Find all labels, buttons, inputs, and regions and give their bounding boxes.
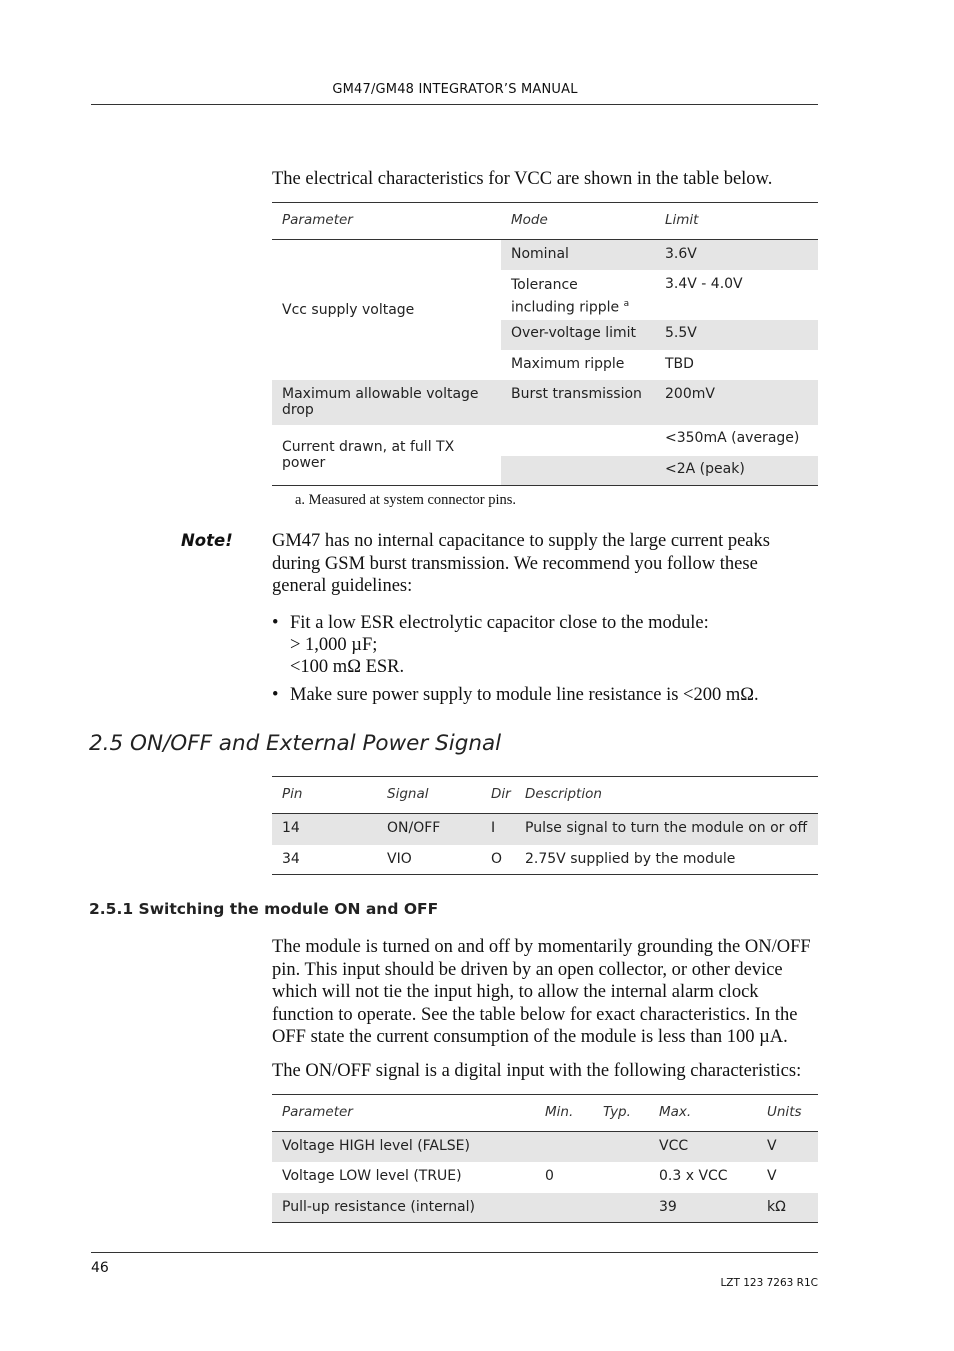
table-cell: kΩ — [767, 1198, 786, 1215]
list-item — [272, 684, 832, 706]
bullet-mark: • — [272, 685, 279, 705]
table-cell — [535, 1132, 593, 1162]
running-header — [0, 82, 954, 97]
header-rule — [91, 104, 818, 105]
table-footnote: a. Measured at system connector pins. — [295, 492, 517, 508]
note-text: GM47 has no internal capacitance to supply the large current peaks during GSM burst transmission. We recommend you follow these general guidelines: — [272, 531, 770, 596]
table-row — [272, 1132, 818, 1162]
table-cell: 200mV — [665, 385, 715, 402]
document-id: LZT 123 7263 R1C — [720, 1277, 818, 1289]
vcc-table — [272, 202, 818, 486]
table-cell: Maximum allowable voltage drop — [282, 385, 479, 418]
th-description: Description — [525, 786, 602, 802]
intro-paragraph: The electrical characteristics for VCC are shown in the table below. — [272, 169, 773, 189]
table-cell — [593, 1132, 649, 1162]
table-cell: Nominal — [501, 240, 655, 270]
footer-rule — [91, 1252, 818, 1253]
body-paragraph: The module is turned on and off by momentarily grounding the ON/OFF pin. This input should be driven by an open collector, or other device which will not tie the input high, to allow the internal alarm clock function to operate. See the table below for exact characteristics. In the OFF state the current consumption of the module is less than 100 µA. — [272, 937, 811, 1047]
th-parameter: Parameter — [282, 1104, 353, 1120]
table-cell: Over-voltage limit — [501, 320, 655, 350]
th-dir: Dir — [491, 786, 511, 802]
table-cell: Pull-up resistance (internal) — [282, 1198, 475, 1215]
table-row — [272, 380, 818, 425]
table-cell — [501, 425, 655, 456]
header-title: GM47/GM48 INTEGRATOR’S MANUAL — [332, 82, 578, 97]
table-cell — [593, 1162, 649, 1193]
page-number: 46 — [91, 1260, 109, 1276]
table-cell — [535, 1193, 593, 1223]
table-cell — [501, 270, 655, 320]
mode-text: Tolerance — [511, 276, 578, 293]
vcc-th-limit: Limit — [665, 212, 699, 228]
table-cell: 2.75V supplied by the module — [525, 850, 736, 867]
table-cell — [593, 1193, 649, 1223]
vcc-th-mode: Mode — [511, 212, 548, 228]
mode-text: including ripple — [511, 299, 620, 316]
table-cell: <350mA (average) — [665, 429, 800, 446]
body-paragraph: The ON/OFF signal is a digital input with the following characteristics: — [272, 1061, 802, 1081]
th-min: Min. — [545, 1104, 574, 1120]
table-cell: 14 — [282, 820, 300, 836]
table-cell: I — [491, 820, 496, 836]
onoff-table-header — [272, 1095, 818, 1132]
section-heading: 2.5 ON/OFF and External Power Signal — [89, 731, 502, 756]
bullet-line: <100 mΩ ESR. — [290, 657, 405, 677]
bullet-line: > 1,000 µF; — [290, 635, 378, 655]
table-cell: V — [767, 1138, 777, 1154]
table-row — [272, 1193, 818, 1223]
note-label: Note! — [181, 531, 233, 550]
table-cell: <2A (peak) — [655, 456, 818, 486]
onoff-table — [272, 1094, 818, 1223]
table-row — [272, 1162, 818, 1193]
bullet-line: Make sure power supply to module line resistance is <200 mΩ. — [290, 685, 759, 705]
table-cell — [501, 456, 655, 486]
vcc-table-header — [272, 203, 818, 240]
pin-table — [272, 776, 818, 875]
table-row — [272, 425, 818, 456]
bullet-line: Fit a low ESR electrolytic capacitor close to the module: — [290, 613, 709, 633]
subsection-heading: 2.5.1 Switching the module ON and OFF — [89, 900, 439, 918]
table-row — [272, 845, 818, 875]
vcc-supply-label: Vcc supply voltage — [282, 301, 415, 318]
table-cell: O — [491, 850, 503, 867]
bullet-mark: • — [272, 613, 279, 633]
table-cell: Current drawn, at full TX power — [282, 438, 455, 471]
table-cell: Maximum ripple — [511, 355, 625, 372]
table-cell: 0 — [545, 1167, 554, 1184]
table-cell: 5.5V — [655, 320, 818, 350]
pin-table-header — [272, 777, 818, 814]
table-cell: Burst transmission — [511, 385, 642, 402]
table-cell: 0.3 x VCC — [659, 1167, 728, 1184]
table-cell: ON/OFF — [387, 820, 441, 836]
th-typ: Typ. — [603, 1104, 631, 1120]
table-cell: Pulse signal to turn the module on or off — [525, 820, 808, 836]
vcc-th-parameter: Parameter — [282, 212, 353, 228]
th-units: Units — [767, 1104, 802, 1120]
table-row — [272, 814, 818, 845]
table-cell: 3.4V - 4.0V — [665, 275, 743, 292]
table-cell: 3.6V — [655, 240, 818, 270]
footnote-marker: a — [623, 298, 630, 309]
table-cell: TBD — [665, 355, 694, 372]
th-signal: Signal — [387, 786, 429, 802]
table-row — [272, 240, 818, 270]
table-cell: 39 — [659, 1198, 677, 1215]
table-cell: V — [767, 1167, 777, 1184]
table-cell: VIO — [387, 850, 412, 867]
table-cell: Voltage LOW level (TRUE) — [282, 1167, 462, 1184]
table-cell: Voltage HIGH level (FALSE) — [282, 1138, 470, 1154]
th-pin: Pin — [282, 786, 303, 802]
table-cell: VCC — [659, 1138, 689, 1154]
table-cell: 34 — [282, 850, 300, 867]
th-max: Max. — [659, 1104, 692, 1120]
list-item — [272, 612, 832, 678]
